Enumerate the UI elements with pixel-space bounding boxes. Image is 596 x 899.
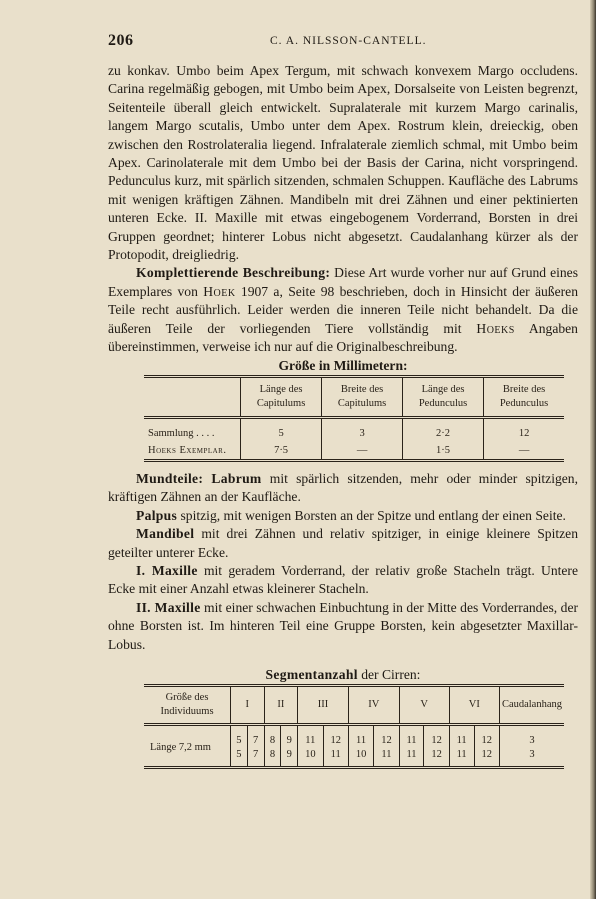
table-header-cell: V: [399, 686, 449, 725]
page-header: [108, 32, 578, 50]
text-run: mit spärlich sitzenden, mehr oder minder spitzigen, kräftigen Zähnen an der Kaufläche.: [108, 470, 578, 505]
table-cell: 12 11: [323, 725, 348, 768]
text-run: mit geradem Vorderrand, der relativ große Stacheln trägt. Untere Ecke mit einer Anzahl etwas kleinerer Stacheln.: [108, 562, 578, 597]
measurements-table: [144, 375, 564, 462]
section-lead: I. Maxille: [136, 562, 198, 578]
table-cell: 11 10: [298, 725, 323, 768]
table-cell: 7·5: [241, 442, 322, 461]
table-cell: 2·2: [402, 417, 483, 442]
section-lead: Komplettierende Beschreibung:: [136, 265, 331, 281]
table2-caption: [108, 666, 578, 684]
table-cell: 12 12: [474, 725, 499, 768]
page-number: 206: [108, 32, 134, 49]
running-title: C. A. NILSSON-CANTELL.: [270, 35, 427, 47]
table-header-cell: [144, 376, 241, 417]
table-row: [144, 725, 564, 768]
table-header-cell: VI: [449, 686, 499, 725]
table1-caption: Größe in Millimetern:: [278, 357, 408, 373]
caption-text: der Cirren:: [357, 666, 421, 682]
table-header-cell: III: [298, 686, 349, 725]
table-header-cell: IV: [348, 686, 399, 725]
section-lead: Labrum: [211, 470, 262, 486]
text-run: Diese Art wurde vorher nur auf Grund eines Exemplares von: [108, 265, 578, 299]
text-run: Angaben übereinstimmen, verweise ich nur auf die Originalbeschreibung.: [108, 320, 578, 355]
table-cell: 11 11: [399, 725, 424, 768]
table-row: [144, 417, 564, 442]
author-hoeks: Hoeks: [476, 320, 515, 336]
mouthparts-maxille-2: [108, 599, 578, 654]
table-cell: 8 8: [264, 725, 281, 768]
section-lead: Mundteile:: [136, 470, 204, 486]
page-body: [108, 62, 578, 769]
table-header-cell: Größe des Individuums: [144, 686, 231, 725]
mouthparts-palpus: [108, 507, 578, 525]
row-label: Sammlung . . . .: [148, 427, 215, 439]
caption-lead: Segmentanzahl: [265, 666, 358, 682]
author-hoek: Hoek: [203, 283, 236, 299]
table-header-cell: Länge des Pedunculus: [402, 376, 483, 417]
table-header-cell: Breite des Pedunculus: [484, 376, 564, 417]
mouthparts-mandibel: [108, 525, 578, 562]
table-header-cell: Länge des Capitulums: [241, 376, 322, 417]
section-lead: II. Maxille: [136, 599, 201, 615]
section-lead: Palpus: [136, 507, 178, 523]
table-cell: 3: [322, 417, 403, 442]
table-cell: 9 9: [281, 725, 298, 768]
table-cell: 5 5: [231, 725, 248, 768]
table-cell: 12 12: [424, 725, 449, 768]
description-paragraph: zu konkav. Umbo beim Apex Tergum, mit schwach konvexem Margo occludens. Carina regelmäßig gebogen, mit Umbo beim Apex, Dorsalseite von Leisten begrenzt, Seitenteile überall gleich entwickelt. Supralaterale mit kurzem Margo carinalis, langem Margo scutalis, Umbo unter dem Apex. Rostrum klein, dreieckig, oben zwischen den Rostrolateralia liegend. Infralaterale ziemlich schmal, mit Umbo beim Apex. Carinolaterale mit dem Umbo bei der Basis der Carina, nicht vorspringend. Pedunculus kurz, mit spärlich sitzenden, schmalen Schuppen. Kaufläche des Labrums mit wenigen kräftigen Zähnen. Mandibeln mit drei Zähnen und einer pektinierten unteren Ecke. II. Maxille mit etwas eingebogenem Vorderrand, Borsten in drei Gruppen geordnet; hinterer Lobus nicht abgesetzt. Caudalanhang kürzer als der Protopodit, dreigliedrig.: [108, 63, 578, 263]
table-cell: 11 10: [348, 725, 373, 768]
table-cell: 11 11: [449, 725, 474, 768]
cirri-segments-table: [144, 684, 564, 769]
row-label: Hoeks Exemplar.: [148, 444, 227, 456]
table-header-cell: Caudalanhang: [499, 686, 564, 725]
table-header-cell: Breite des Capitulums: [322, 376, 403, 417]
table-header-row: [144, 376, 564, 417]
table-header-row: [144, 686, 564, 725]
table-cell: —: [322, 442, 403, 461]
table-cell: 7 7: [247, 725, 264, 768]
text-run: spitzig, mit wenigen Borsten an der Spitze und entlang der einen Seite.: [177, 507, 566, 523]
section-lead: Mandibel: [136, 526, 195, 542]
table-cell: 12: [484, 417, 564, 442]
table-header-cell: I: [231, 686, 265, 725]
table-cell: 3 3: [499, 725, 564, 768]
mouthparts-labrum: [108, 470, 578, 507]
table-header-cell: II: [264, 686, 298, 725]
table-row: [144, 442, 564, 461]
table-cell: 12 11: [374, 725, 399, 768]
table-cell: —: [484, 442, 564, 461]
complementary-description: [108, 264, 578, 356]
row-label: Länge 7,2 mm: [150, 742, 211, 754]
text-run: 1907 a, Seite 98 beschrieben, doch in Hinsicht der äußeren Teile recht ausführlich. Leider werden die inneren Teile nicht behandelt. Da die äußeren Teile der vorliegenden Tiere vollständig mit: [108, 283, 578, 336]
text-run: mit einer schwachen Einbuchtung in der Mitte des Vorderrandes, der ohne Borsten ist. Im hinteren Teil eine Gruppe Borsten, kein abgesetzter Maxillar-Lobus.: [108, 599, 579, 652]
mouthparts-maxille-1: [108, 562, 578, 599]
text-run: mit drei Zähnen und relativ spitziger, in einige kleinere Spitzen geteilter unterer Ecke.: [108, 526, 578, 560]
page-edge: [590, 0, 596, 899]
table-cell: 1·5: [402, 442, 483, 461]
table-cell: 5: [241, 417, 322, 442]
